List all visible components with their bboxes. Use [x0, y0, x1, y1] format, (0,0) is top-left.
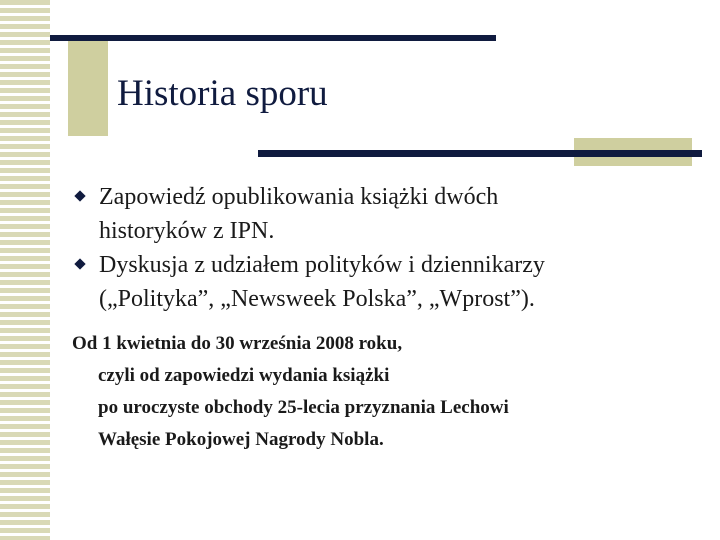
- diamond-bullet-icon: [74, 258, 85, 269]
- bold-paragraph-line: Wałęsie Pokojowej Nagrody Nobla.: [98, 429, 384, 450]
- bold-paragraph-line: Od 1 kwietnia do 30 września 2008 roku,: [72, 333, 403, 354]
- left-stripe-decoration: [0, 0, 50, 540]
- bullet-text-line: Dyskusja z udziałem polityków i dziennikarzy: [99, 252, 545, 278]
- title-accent-block: [68, 40, 108, 136]
- title-top-rule: [50, 35, 496, 41]
- bold-paragraph-line: po uroczyste obchody 25-lecia przyznania Lechowi: [98, 397, 509, 418]
- title-bottom-rule: [258, 150, 702, 157]
- bullet-text-line: historyków z IPN.: [99, 218, 275, 244]
- bullet-item: [74, 180, 694, 248]
- slide-title: Historia sporu: [117, 73, 328, 114]
- diamond-bullet-icon: [74, 190, 85, 201]
- bold-paragraph: [72, 328, 692, 456]
- bold-paragraph-line: czyli od zapowiedzi wydania książki: [98, 365, 390, 386]
- bullet-list: [74, 180, 694, 316]
- bullet-item: [74, 248, 694, 316]
- bullet-text-line: („Polityka”, „Newsweek Polska”, „Wprost”).: [99, 286, 535, 312]
- bullet-text-line: Zapowiedź opublikowania książki dwóch: [99, 184, 499, 210]
